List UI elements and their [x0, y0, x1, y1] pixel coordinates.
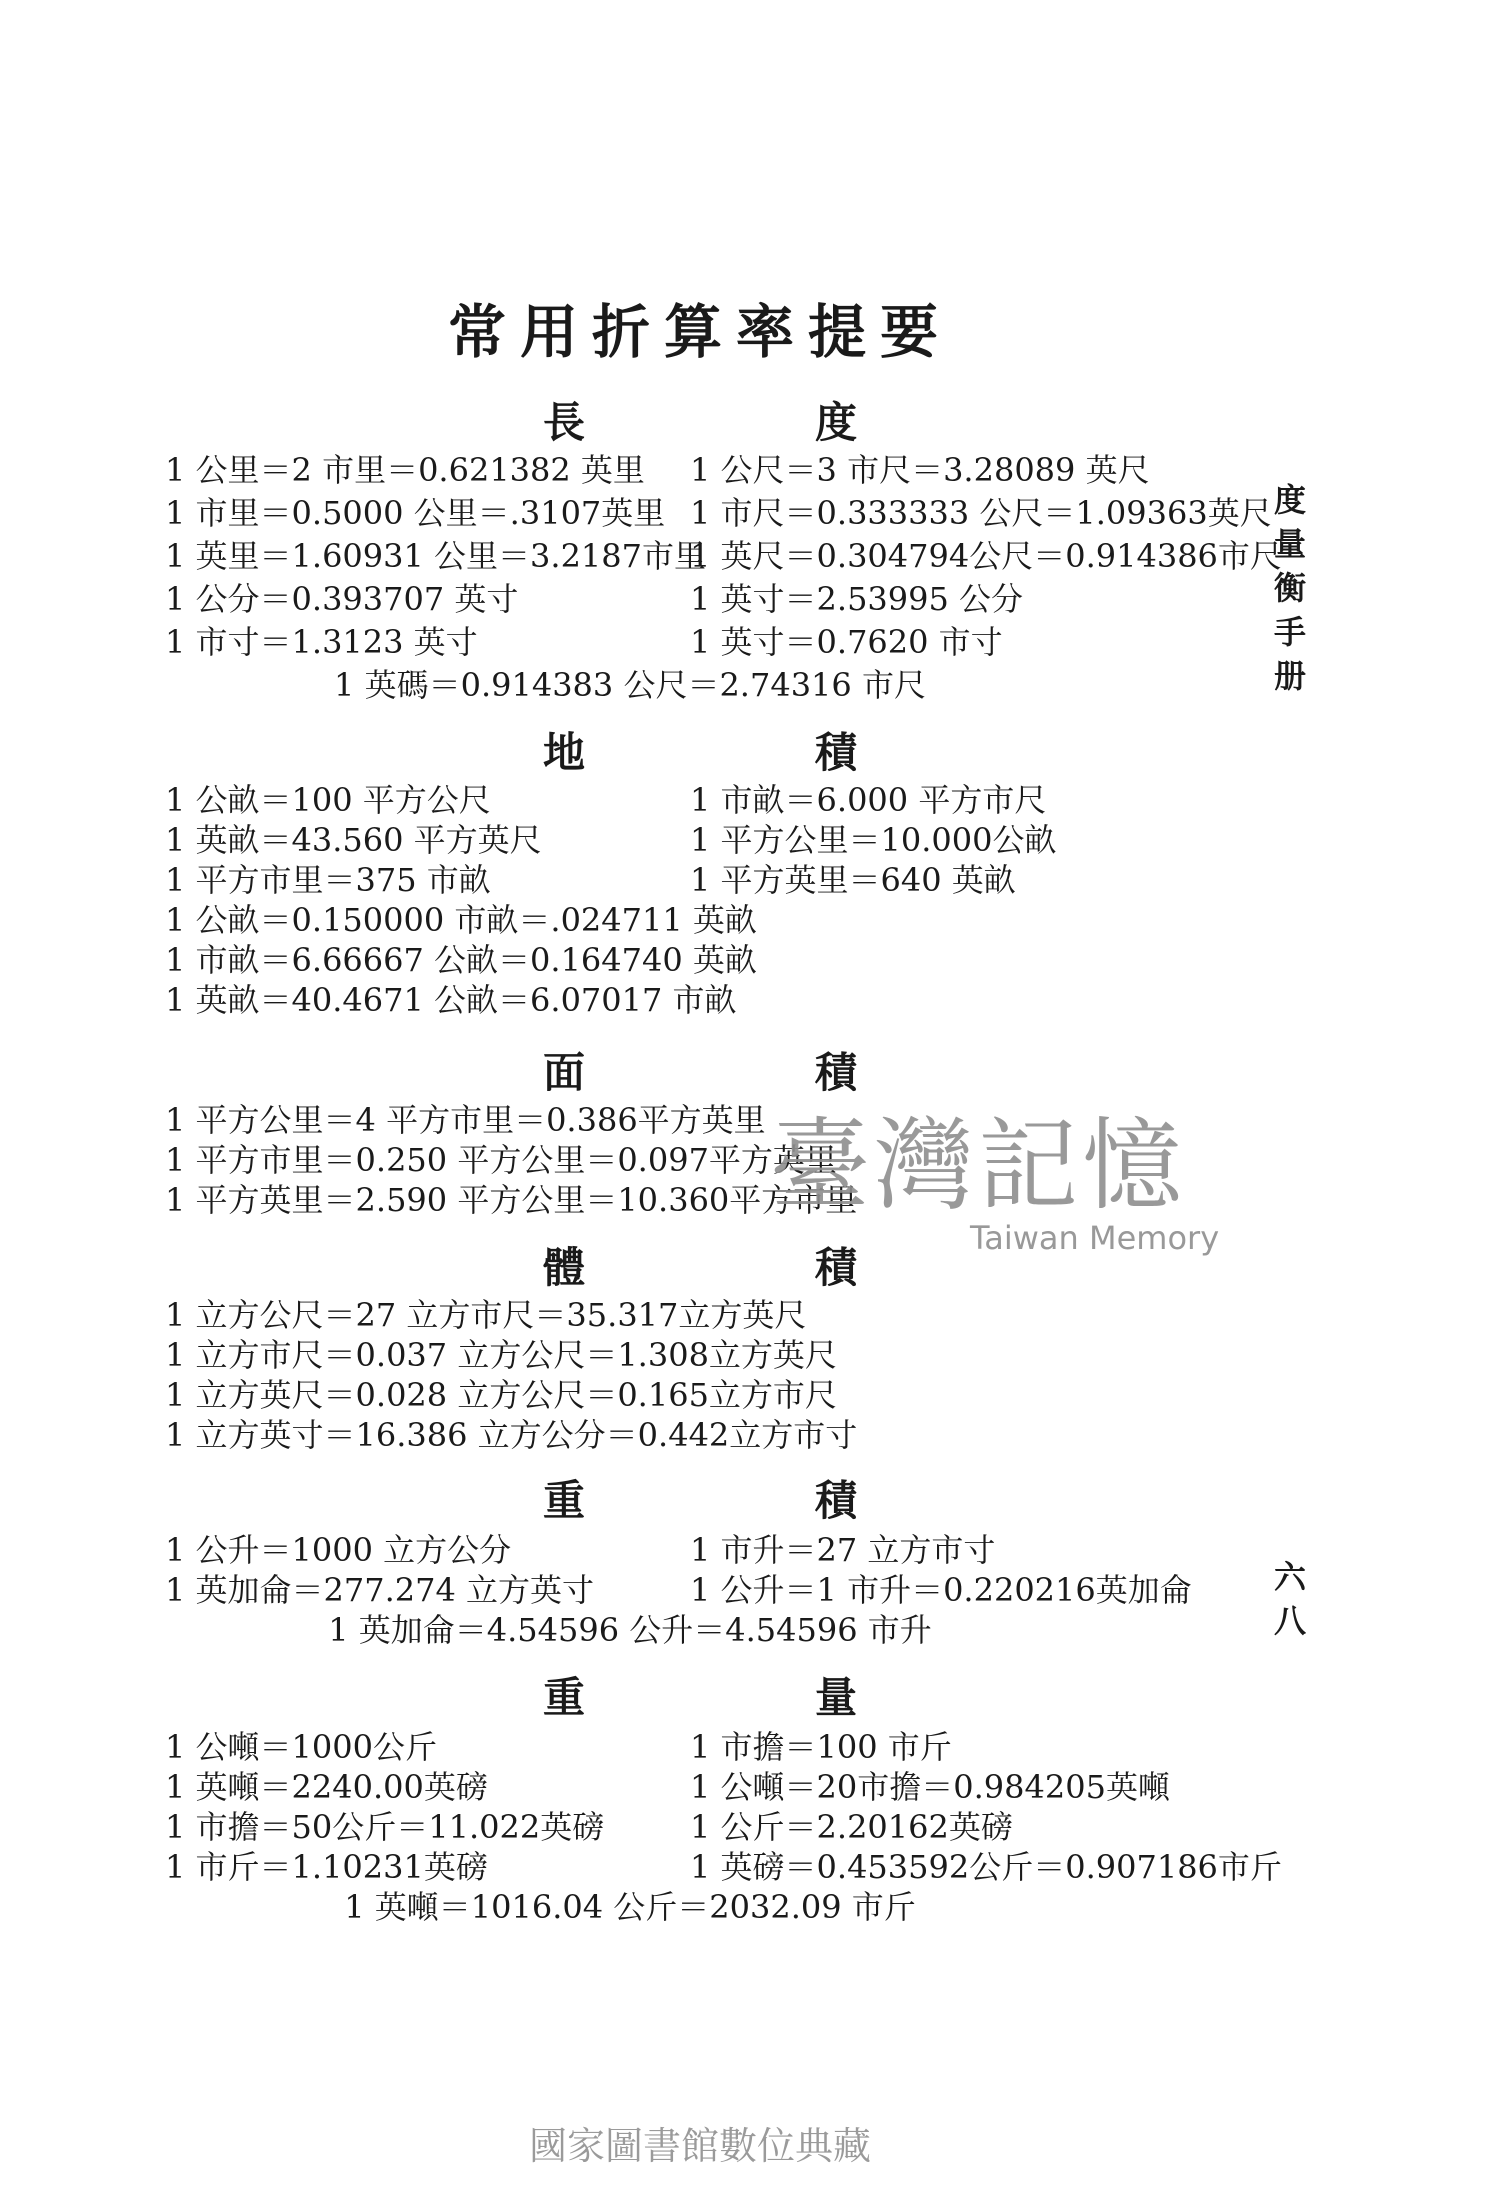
- conversion-line: 1 市擔＝100 市斤: [690, 1728, 952, 1766]
- conversion-line: 1 英畝＝40.4671 公畝＝6.07017 市畝: [165, 981, 737, 1019]
- side-book-title: 度 量 衡 手 册: [1273, 481, 1306, 695]
- conversion-line: 1 平方公里＝4 平方市里＝0.386平方英里: [165, 1101, 766, 1139]
- conversion-line: 1 平方市里＝0.250 平方公里＝0.097平方英里: [165, 1141, 837, 1179]
- conversion-line: 1 公噸＝20市擔＝0.984205英噸: [690, 1768, 1170, 1806]
- conversion-line: 1 公斤＝2.20162英磅: [690, 1808, 1013, 1846]
- page-number: 六 八: [1273, 1558, 1306, 1640]
- heading-char: 積: [815, 1476, 858, 1525]
- conversion-line: 1 英寸＝0.7620 市寸: [690, 623, 1003, 661]
- conversion-line: 1 公里＝2 市里＝0.621382 英里: [165, 451, 645, 489]
- section-heading-capacity: [0, 1468, 1400, 1528]
- conversion-line: 1 平方市里＝375 市畝: [165, 861, 491, 899]
- conversion-line: 1 英噸＝2240.00英磅: [165, 1768, 488, 1806]
- conversion-line: 1 公分＝0.393707 英寸: [165, 580, 519, 618]
- conversion-line: 1 英畝＝43.560 平方英尺: [165, 821, 542, 859]
- conversion-line: 1 市升＝27 立方市寸: [690, 1531, 996, 1569]
- conversion-line: 1 英尺＝0.304794公尺＝0.914386市尺: [690, 537, 1282, 575]
- watermark-chinese: 臺灣記憶: [770, 1107, 1186, 1224]
- watermark-english: Taiwan Memory: [970, 1219, 1220, 1257]
- section-heading-land: [0, 720, 1400, 780]
- conversion-line: 1 英噸＝1016.04 公斤＝2032.09 市斤: [344, 1888, 916, 1926]
- heading-char: 重: [542, 1673, 585, 1722]
- heading-char: 體: [542, 1243, 585, 1292]
- conversion-line: 1 英寸＝2.53995 公分: [690, 580, 1024, 618]
- page-title: 常用折算率提要: [447, 298, 952, 366]
- heading-char: 面: [542, 1048, 585, 1097]
- heading-char: 積: [815, 1243, 858, 1292]
- heading-char: 積: [815, 1048, 858, 1097]
- conversion-line: 1 平方英里＝2.590 平方公里＝10.360平方市里: [165, 1181, 858, 1219]
- watermark: [770, 1085, 1219, 1257]
- conversion-line: 1 公升＝1 市升＝0.220216英加侖: [690, 1571, 1192, 1609]
- conversion-line: 1 平方公里＝10.000公畝: [690, 821, 1057, 859]
- heading-char: 量: [815, 1673, 858, 1722]
- heading-char: 長: [542, 398, 585, 447]
- heading-char: 度: [815, 398, 858, 447]
- conversion-line: 1 英里＝1.60931 公里＝3.2187市里: [165, 537, 707, 575]
- conversion-line: 1 英加侖＝277.274 立方英寸: [165, 1571, 595, 1609]
- conversion-line: 1 市寸＝1.3123 英寸: [165, 623, 478, 661]
- conversion-line: 1 市畝＝6.000 平方市尺: [690, 781, 1047, 819]
- conversion-line: 1 市擔＝50公斤＝11.022英磅: [165, 1808, 605, 1846]
- conversion-line: 1 英碼＝0.914383 公尺＝2.74316 市尺: [334, 666, 926, 704]
- conversion-line: 1 公尺＝3 市尺＝3.28089 英尺: [690, 451, 1150, 489]
- heading-char: 地: [542, 728, 585, 777]
- conversion-line: 1 市尺＝0.333333 公尺＝1.09363英尺: [690, 494, 1272, 532]
- heading-char: 積: [815, 728, 858, 777]
- section-heading-length: [0, 390, 1400, 450]
- conversion-line: 1 市斤＝1.10231英磅: [165, 1848, 488, 1886]
- conversion-line: 1 立方英寸＝16.386 立方公分＝0.442立方市寸: [165, 1416, 858, 1454]
- footer-archive-label: 國家圖書館數位典藏: [528, 2124, 871, 2168]
- section-heading-weight: [0, 1665, 1400, 1725]
- conversion-line: 1 市畝＝6.66667 公畝＝0.164740 英畝: [165, 941, 757, 979]
- conversion-line: 1 立方公尺＝27 立方市尺＝35.317立方英尺: [165, 1296, 807, 1334]
- conversion-line: 1 立方市尺＝0.037 立方公尺＝1.308立方英尺: [165, 1336, 837, 1374]
- conversion-line: 1 英加侖＝4.54596 公升＝4.54596 市升: [328, 1611, 932, 1649]
- conversion-line: 1 公噸＝1000公斤: [165, 1728, 437, 1766]
- conversion-line: 1 立方英尺＝0.028 立方公尺＝0.165立方市尺: [165, 1376, 837, 1414]
- conversion-line: 1 平方英里＝640 英畝: [690, 861, 1016, 899]
- conversion-line: 1 英磅＝0.453592公斤＝0.907186市斤: [690, 1848, 1282, 1886]
- conversion-line: 1 市里＝0.5000 公里＝.3107英里: [165, 494, 666, 532]
- conversion-line: 1 公升＝1000 立方公分: [165, 1531, 512, 1569]
- conversion-line: 1 公畝＝0.150000 市畝＝.024711 英畝: [165, 901, 757, 939]
- heading-char: 重: [542, 1476, 585, 1525]
- conversion-line: 1 公畝＝100 平方公尺: [165, 781, 491, 819]
